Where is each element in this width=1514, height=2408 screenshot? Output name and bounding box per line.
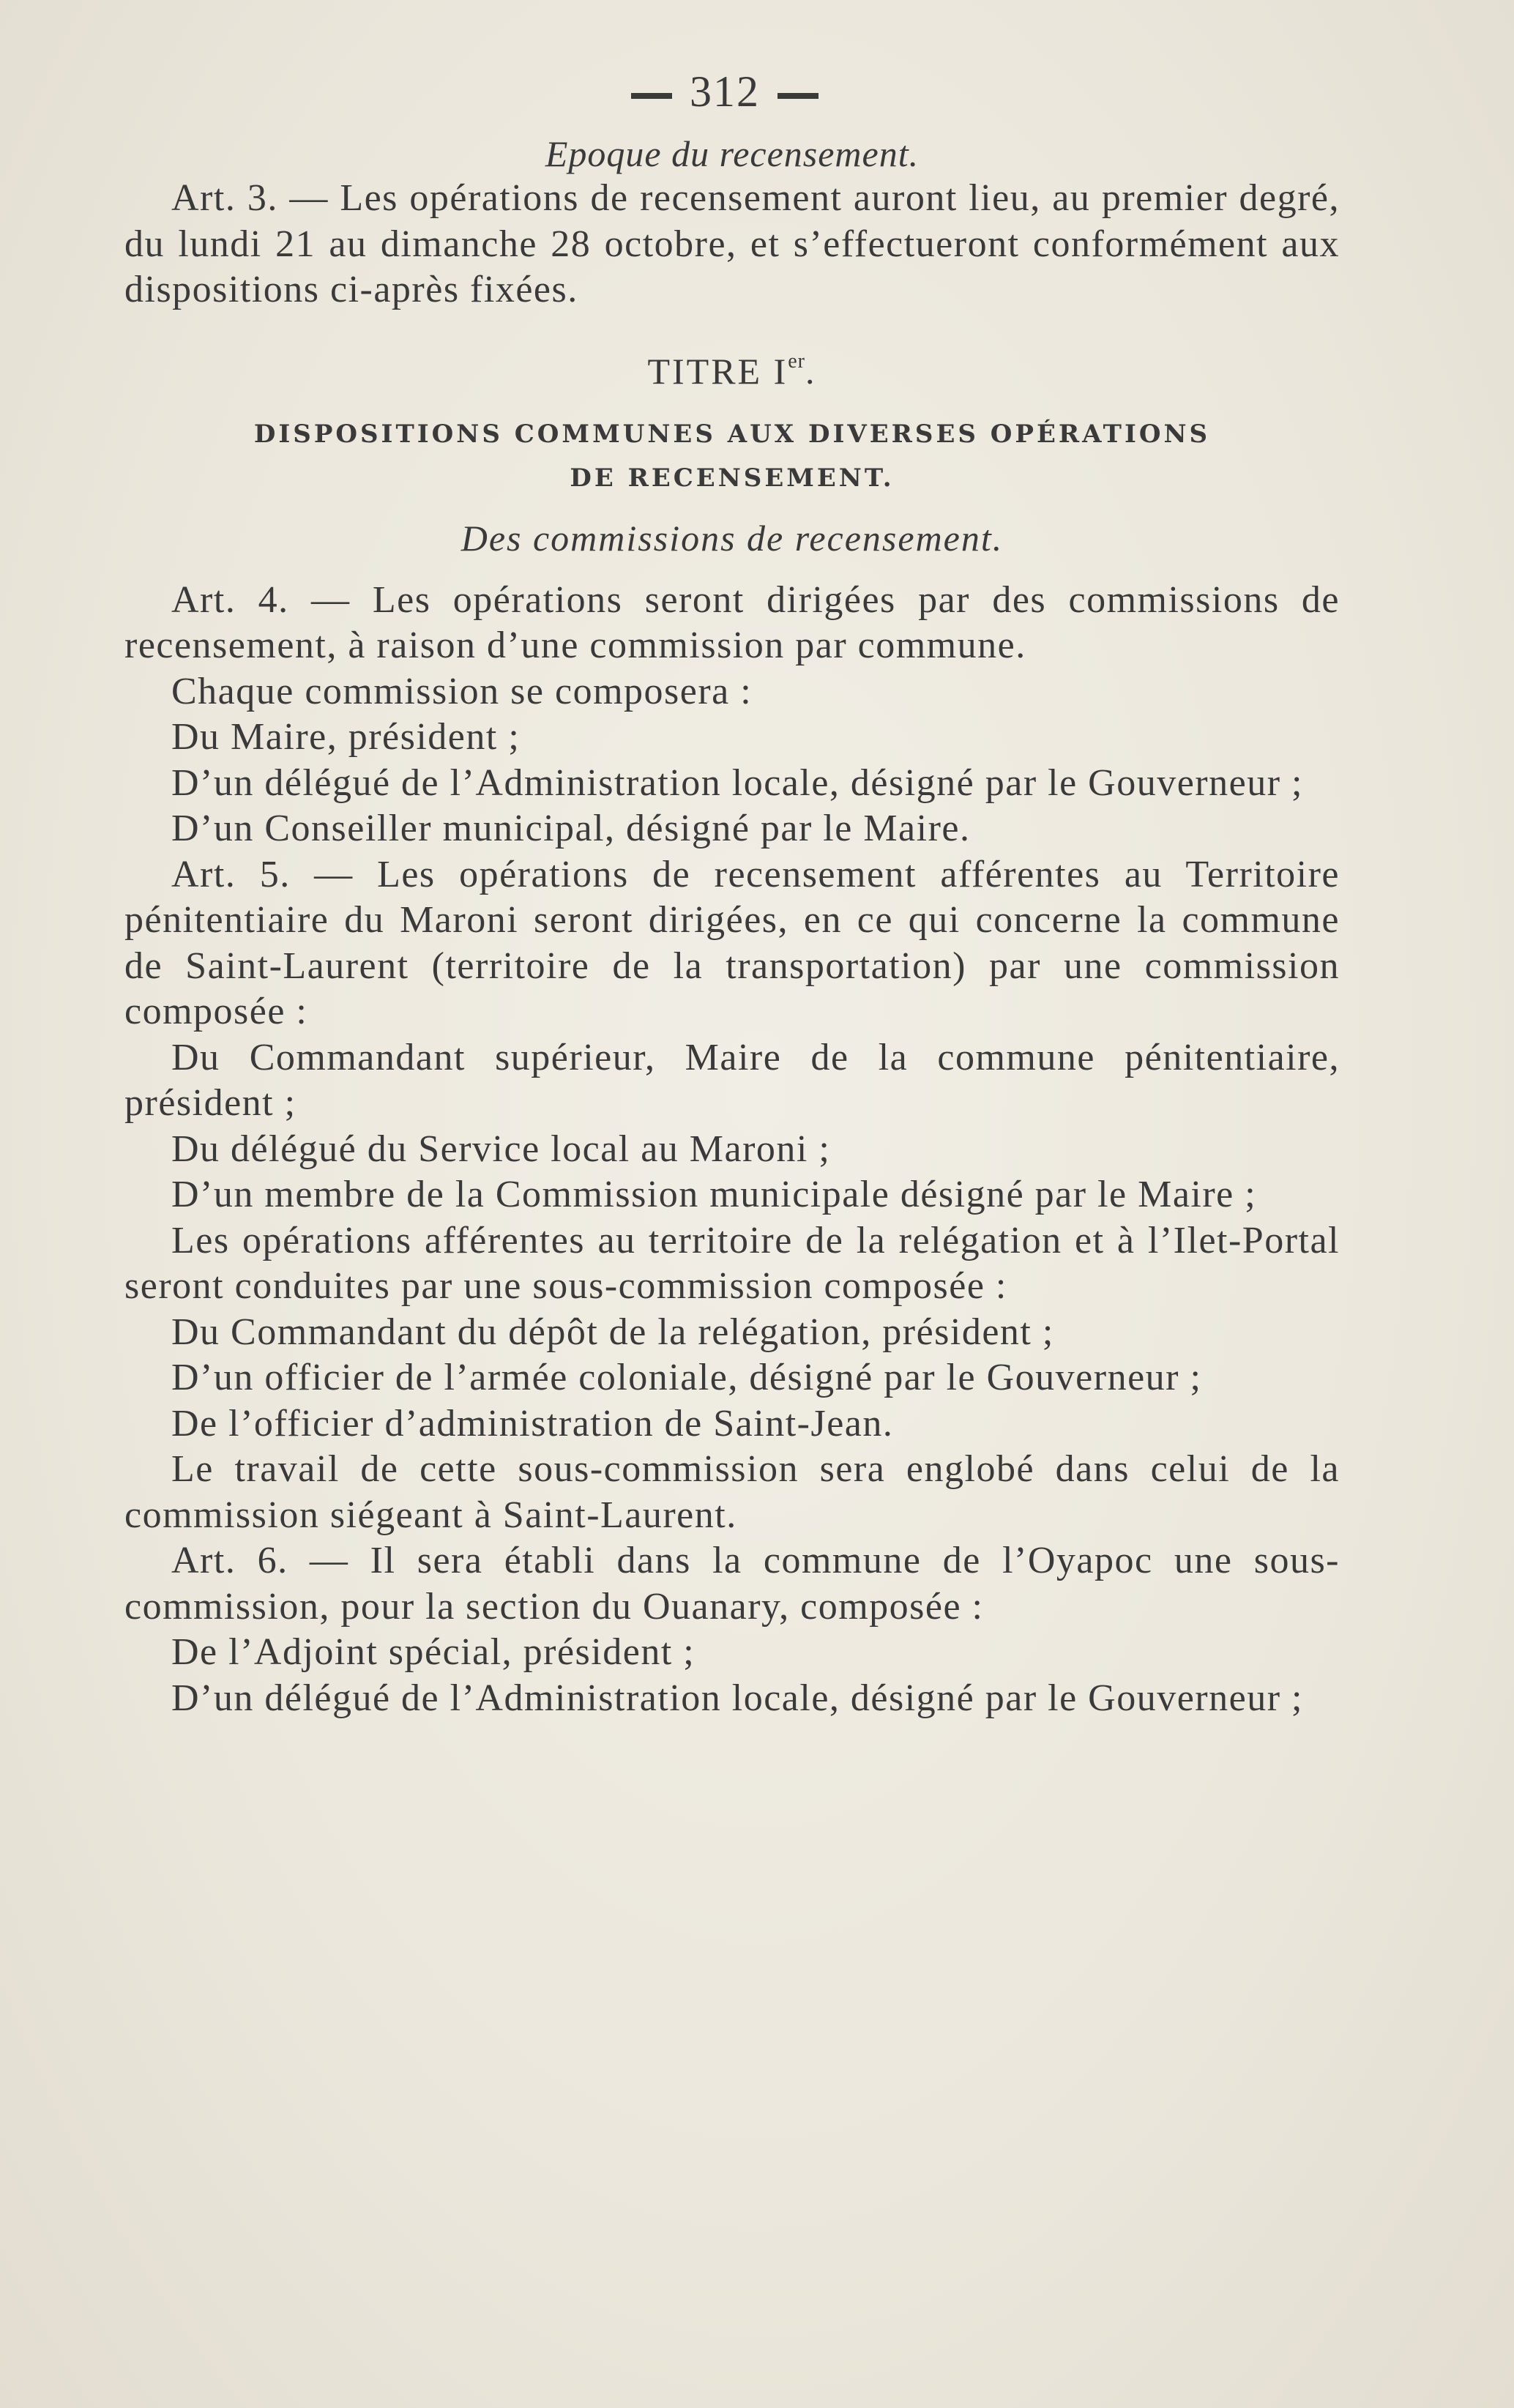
maroni-member-commandant: Du Commandant supérieur, Maire de la commune pénitentiaire, président ; bbox=[124, 1036, 1340, 1124]
relegation-member-commandant: Du Commandant du dépôt de la relégation, président ; bbox=[171, 1311, 1054, 1353]
page-number-right-dash bbox=[777, 93, 818, 99]
subheading: Des commissions de recensement. bbox=[460, 517, 1004, 559]
titre-heading bbox=[124, 340, 1340, 393]
caps-heading-line-1: DISPOSITIONS COMMUNES AUX DIVERSES OPÉRATIONS bbox=[253, 419, 1211, 449]
titre-suffix: . bbox=[805, 350, 817, 392]
page-number-left-dash bbox=[631, 93, 672, 99]
relegation-member-administration: De l’officier d’administration de Saint-Jean. bbox=[171, 1402, 894, 1445]
maroni-member-delegue: Du délégué du Service local au Maroni ; bbox=[171, 1127, 831, 1170]
relegation-paragraph: Les opérations afférentes au territoire de la relégation et à l’Ilet-Portal seront conduites par une sous-commission composée : bbox=[124, 1219, 1340, 1307]
commission-member-conseiller: D’un Conseiller municipal, désigné par le Maire. bbox=[171, 808, 971, 849]
caps-heading-line-2: DE RECENSEMENT. bbox=[570, 463, 895, 493]
text-column bbox=[124, 51, 1340, 1721]
maroni-member-commission: D’un membre de la Commission municipale désigné par le Maire ; bbox=[171, 1174, 1257, 1215]
page-number-value: 312 bbox=[690, 67, 760, 116]
titre-text: TITRE I bbox=[647, 350, 788, 392]
ouanary-member-adjoint: De l’Adjoint spécial, président ; bbox=[171, 1631, 696, 1673]
titre-superscript: er bbox=[788, 349, 806, 373]
commission-member-delegue: D’un délégué de l’Administration locale, désigné par le Gouverneur ; bbox=[171, 761, 1303, 804]
page-number bbox=[110, 51, 1340, 132]
article-6-paragraph: Art. 6. — Il sera établi dans la commune de l’Oyapoc une sous-commission, pour la section du Ouanary, composée : bbox=[124, 1540, 1340, 1628]
article-4-paragraph: Art. 4. — Les opérations seront dirigées par des commissions de recensement, à raison d’une commission par commune. bbox=[124, 578, 1340, 666]
sous-commission-paragraph: Le travail de cette sous-commission sera englobé dans celui de la commission siégeant à Saint-Laurent. bbox=[124, 1448, 1340, 1536]
section-title: Epoque du recensement. bbox=[545, 133, 920, 174]
article-5-paragraph: Art. 5. — Les opérations de recensement afférentes au Territoire pénitentiaire du Maroni seront dirigées, en ce qui concerne la commune de Saint-Laurent (territoire de la transportation) par une commission composée : bbox=[124, 853, 1340, 1032]
relegation-member-officier: D’un officier de l’armée coloniale, désigné par le Gouverneur ; bbox=[171, 1357, 1202, 1398]
commission-member-maire: Du Maire, président ; bbox=[171, 716, 521, 758]
article-3-paragraph: Art. 3. — Les opérations de recensement auront lieu, au premier degré, du lundi 21 au dimanche 28 octobre, et s’effectueront conformément aux dispositions ci-après fixées. bbox=[124, 177, 1340, 310]
ouanary-member-delegue: D’un délégué de l’Administration locale, désigné par le Gouverneur ; bbox=[171, 1677, 1303, 1719]
commission-composition-intro: Chaque commission se composera : bbox=[171, 670, 753, 712]
